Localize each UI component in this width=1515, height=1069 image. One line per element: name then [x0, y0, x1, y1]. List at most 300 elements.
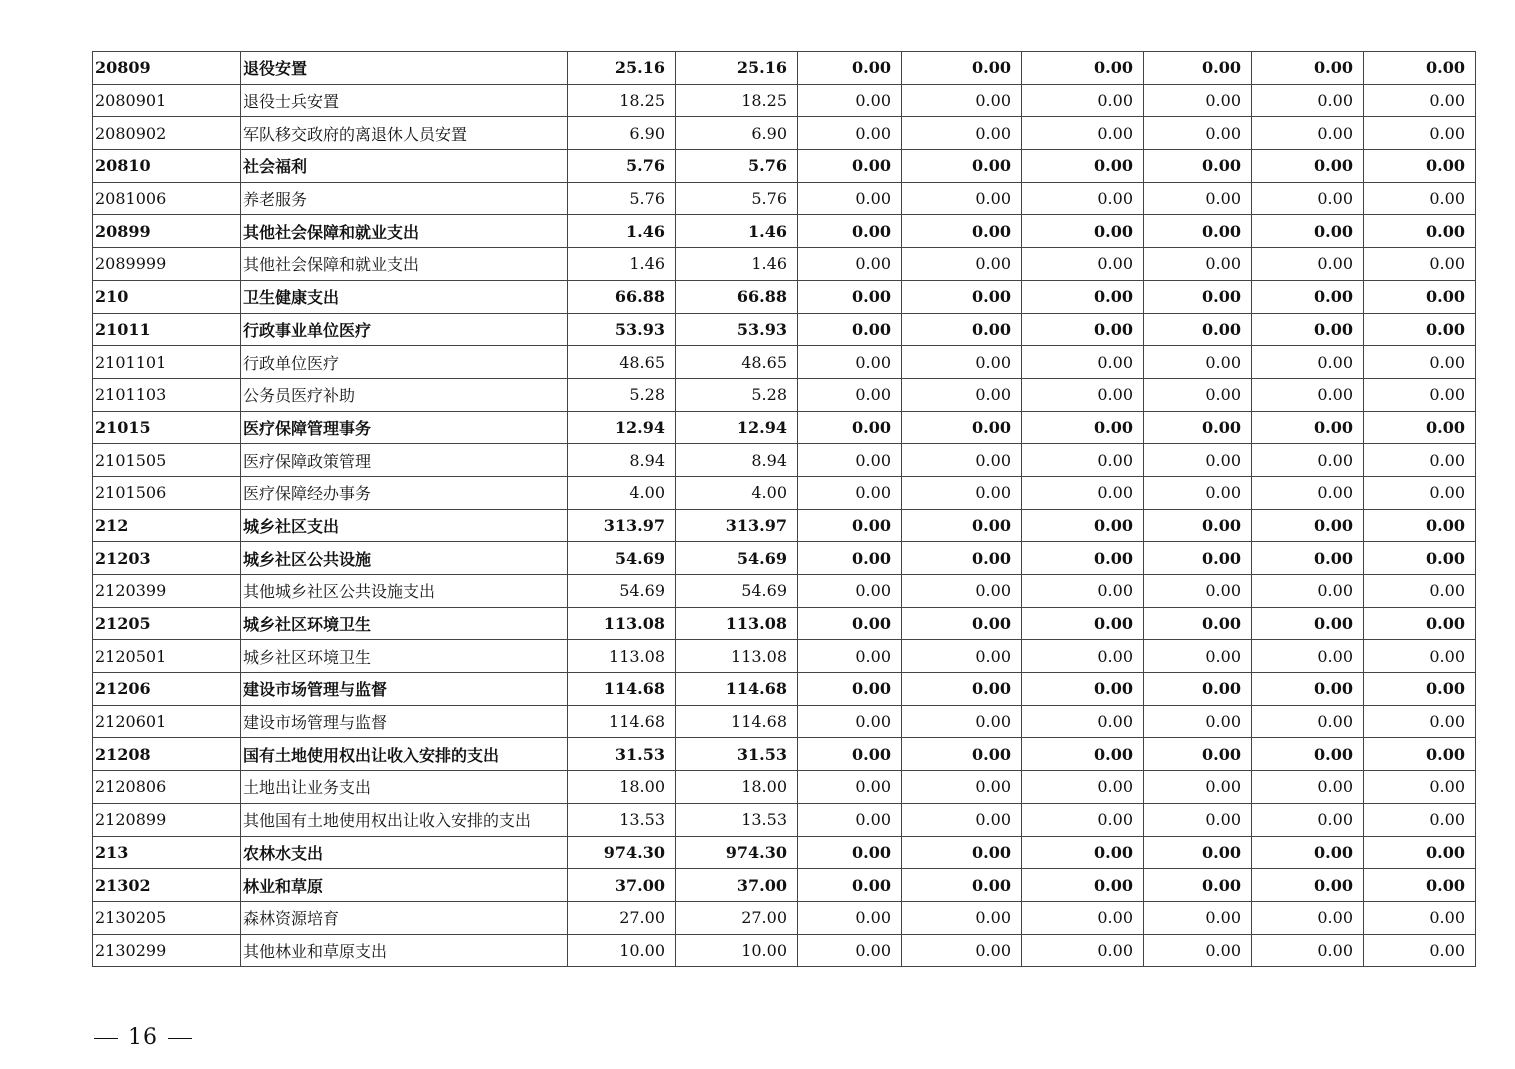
amount-cell: 0.00 [1144, 182, 1252, 215]
subject-name-cell: 其他林业和草原支出 [241, 934, 568, 967]
amount-cell: 0.00 [798, 476, 902, 509]
subject-name-cell: 城乡社区环境卫生 [241, 607, 568, 640]
subject-code-cell: 213 [93, 836, 241, 869]
table-row [93, 803, 1476, 836]
subject-code-cell: 2120601 [93, 705, 241, 738]
subject-name-cell: 城乡社区公共设施 [241, 542, 568, 575]
amount-cell: 0.00 [1252, 575, 1364, 608]
amount-cell: 0.00 [798, 673, 902, 706]
amount-cell: 0.00 [1022, 542, 1144, 575]
amount-cell: 113.08 [676, 607, 798, 640]
amount-cell: 48.65 [676, 346, 798, 379]
amount-cell: 18.25 [676, 84, 798, 117]
table-row [93, 378, 1476, 411]
amount-cell: 0.00 [798, 803, 902, 836]
amount-cell: 0.00 [902, 313, 1022, 346]
amount-cell: 0.00 [1144, 869, 1252, 902]
footer-dash-right [168, 1038, 192, 1039]
page-number: 16 [128, 1025, 158, 1050]
amount-cell: 0.00 [1364, 150, 1476, 183]
amount-cell: 0.00 [1252, 313, 1364, 346]
amount-cell: 6.90 [568, 117, 676, 150]
amount-cell: 0.00 [1144, 771, 1252, 804]
amount-cell: 114.68 [676, 673, 798, 706]
amount-cell: 0.00 [1022, 705, 1144, 738]
amount-cell: 18.00 [676, 771, 798, 804]
amount-cell: 0.00 [1364, 476, 1476, 509]
amount-cell: 0.00 [1252, 117, 1364, 150]
amount-cell: 0.00 [902, 215, 1022, 248]
amount-cell: 66.88 [676, 280, 798, 313]
table-row [93, 444, 1476, 477]
amount-cell: 0.00 [1252, 378, 1364, 411]
amount-cell: 0.00 [798, 117, 902, 150]
amount-cell: 0.00 [1144, 640, 1252, 673]
amount-cell: 0.00 [1144, 575, 1252, 608]
table-row [93, 673, 1476, 706]
amount-cell: 0.00 [1252, 476, 1364, 509]
subject-name-cell: 国有土地使用权出让收入安排的支出 [241, 738, 568, 771]
amount-cell: 0.00 [798, 542, 902, 575]
amount-cell: 0.00 [1144, 150, 1252, 183]
subject-name-cell: 行政事业单位医疗 [241, 313, 568, 346]
amount-cell: 0.00 [902, 182, 1022, 215]
amount-cell: 54.69 [676, 575, 798, 608]
amount-cell: 0.00 [1364, 575, 1476, 608]
amount-cell: 0.00 [1022, 803, 1144, 836]
subject-name-cell: 建设市场管理与监督 [241, 705, 568, 738]
amount-cell: 0.00 [1252, 542, 1364, 575]
subject-code-cell: 21015 [93, 411, 241, 444]
amount-cell: 0.00 [1022, 280, 1144, 313]
amount-cell: 0.00 [1144, 248, 1252, 281]
amount-cell: 0.00 [798, 771, 902, 804]
amount-cell: 0.00 [1252, 738, 1364, 771]
amount-cell: 313.97 [676, 509, 798, 542]
amount-cell: 113.08 [568, 640, 676, 673]
subject-name-cell: 行政单位医疗 [241, 346, 568, 379]
subject-name-cell: 医疗保障管理事务 [241, 411, 568, 444]
table-row [93, 52, 1476, 85]
amount-cell: 0.00 [1144, 215, 1252, 248]
subject-name-cell: 农林水支出 [241, 836, 568, 869]
table-row [93, 313, 1476, 346]
amount-cell: 0.00 [798, 52, 902, 85]
subject-code-cell: 2120806 [93, 771, 241, 804]
amount-cell: 0.00 [1252, 901, 1364, 934]
amount-cell: 0.00 [1022, 248, 1144, 281]
subject-name-cell: 林业和草原 [241, 869, 568, 902]
amount-cell: 0.00 [1144, 934, 1252, 967]
amount-cell: 0.00 [798, 640, 902, 673]
amount-cell: 0.00 [1022, 673, 1144, 706]
amount-cell: 0.00 [1022, 575, 1144, 608]
subject-code-cell: 2120501 [93, 640, 241, 673]
amount-cell: 0.00 [1144, 117, 1252, 150]
amount-cell: 0.00 [902, 901, 1022, 934]
amount-cell: 0.00 [798, 150, 902, 183]
amount-cell: 113.08 [676, 640, 798, 673]
subject-name-cell: 建设市场管理与监督 [241, 673, 568, 706]
amount-cell: 12.94 [568, 411, 676, 444]
amount-cell: 313.97 [568, 509, 676, 542]
amount-cell: 0.00 [798, 248, 902, 281]
amount-cell: 0.00 [902, 934, 1022, 967]
amount-cell: 0.00 [1364, 901, 1476, 934]
subject-code-cell: 20899 [93, 215, 241, 248]
amount-cell: 25.16 [676, 52, 798, 85]
amount-cell: 54.69 [568, 542, 676, 575]
amount-cell: 0.00 [1364, 52, 1476, 85]
amount-cell: 0.00 [798, 84, 902, 117]
table-body [93, 52, 1476, 967]
table-row [93, 934, 1476, 967]
amount-cell: 0.00 [902, 640, 1022, 673]
amount-cell: 0.00 [1144, 52, 1252, 85]
subject-name-cell: 土地出让业务支出 [241, 771, 568, 804]
subject-name-cell: 退役安置 [241, 52, 568, 85]
amount-cell: 0.00 [1022, 934, 1144, 967]
amount-cell: 0.00 [1022, 117, 1144, 150]
subject-code-cell: 210 [93, 280, 241, 313]
amount-cell: 0.00 [1252, 640, 1364, 673]
amount-cell: 0.00 [902, 84, 1022, 117]
amount-cell: 0.00 [798, 346, 902, 379]
amount-cell: 18.25 [568, 84, 676, 117]
amount-cell: 0.00 [1252, 444, 1364, 477]
subject-code-cell: 21011 [93, 313, 241, 346]
amount-cell: 0.00 [1252, 280, 1364, 313]
amount-cell: 5.28 [568, 378, 676, 411]
amount-cell: 0.00 [1252, 215, 1364, 248]
table-row [93, 771, 1476, 804]
amount-cell: 0.00 [1252, 836, 1364, 869]
amount-cell: 0.00 [798, 705, 902, 738]
subject-name-cell: 军队移交政府的离退休人员安置 [241, 117, 568, 150]
subject-code-cell: 2101101 [93, 346, 241, 379]
amount-cell: 1.46 [676, 248, 798, 281]
amount-cell: 53.93 [676, 313, 798, 346]
amount-cell: 6.90 [676, 117, 798, 150]
amount-cell: 0.00 [1022, 313, 1144, 346]
amount-cell: 974.30 [568, 836, 676, 869]
amount-cell: 0.00 [1364, 215, 1476, 248]
amount-cell: 0.00 [1364, 705, 1476, 738]
subject-name-cell: 其他城乡社区公共设施支出 [241, 575, 568, 608]
amount-cell: 25.16 [568, 52, 676, 85]
subject-code-cell: 2120399 [93, 575, 241, 608]
subject-code-cell: 2081006 [93, 182, 241, 215]
subject-name-cell: 医疗保障政策管理 [241, 444, 568, 477]
amount-cell: 0.00 [1144, 411, 1252, 444]
amount-cell: 0.00 [1252, 248, 1364, 281]
amount-cell: 54.69 [568, 575, 676, 608]
amount-cell: 1.46 [676, 215, 798, 248]
amount-cell: 0.00 [902, 346, 1022, 379]
amount-cell: 0.00 [798, 313, 902, 346]
amount-cell: 0.00 [1144, 673, 1252, 706]
amount-cell: 0.00 [902, 738, 1022, 771]
amount-cell: 0.00 [1144, 542, 1252, 575]
subject-code-cell: 2120899 [93, 803, 241, 836]
amount-cell: 0.00 [1364, 803, 1476, 836]
amount-cell: 0.00 [1252, 934, 1364, 967]
amount-cell: 0.00 [902, 52, 1022, 85]
amount-cell: 0.00 [1364, 640, 1476, 673]
amount-cell: 0.00 [798, 509, 902, 542]
amount-cell: 27.00 [568, 901, 676, 934]
subject-code-cell: 20810 [93, 150, 241, 183]
amount-cell: 0.00 [1144, 378, 1252, 411]
amount-cell: 0.00 [798, 444, 902, 477]
amount-cell: 0.00 [1144, 313, 1252, 346]
amount-cell: 0.00 [1364, 280, 1476, 313]
table-row [93, 150, 1476, 183]
amount-cell: 13.53 [568, 803, 676, 836]
amount-cell: 0.00 [902, 803, 1022, 836]
amount-cell: 0.00 [902, 444, 1022, 477]
subject-code-cell: 21203 [93, 542, 241, 575]
amount-cell: 18.00 [568, 771, 676, 804]
amount-cell: 0.00 [1252, 607, 1364, 640]
amount-cell: 0.00 [902, 869, 1022, 902]
amount-cell: 0.00 [1252, 52, 1364, 85]
amount-cell: 0.00 [1252, 150, 1364, 183]
table-row [93, 575, 1476, 608]
amount-cell: 0.00 [1144, 444, 1252, 477]
amount-cell: 0.00 [1022, 738, 1144, 771]
subject-name-cell: 其他社会保障和就业支出 [241, 215, 568, 248]
amount-cell: 0.00 [1022, 869, 1144, 902]
amount-cell: 0.00 [1022, 509, 1144, 542]
amount-cell: 0.00 [902, 771, 1022, 804]
table-row [93, 738, 1476, 771]
subject-code-cell: 212 [93, 509, 241, 542]
amount-cell: 0.00 [1144, 705, 1252, 738]
amount-cell: 0.00 [1364, 771, 1476, 804]
table-row [93, 215, 1476, 248]
amount-cell: 31.53 [568, 738, 676, 771]
table-row [93, 901, 1476, 934]
amount-cell: 0.00 [1252, 771, 1364, 804]
amount-cell: 0.00 [902, 280, 1022, 313]
page-footer [94, 1025, 202, 1050]
table-row [93, 117, 1476, 150]
subject-code-cell: 2101505 [93, 444, 241, 477]
amount-cell: 0.00 [1022, 346, 1144, 379]
amount-cell: 37.00 [568, 869, 676, 902]
amount-cell: 0.00 [1252, 869, 1364, 902]
amount-cell: 114.68 [676, 705, 798, 738]
amount-cell: 0.00 [1144, 738, 1252, 771]
table-row [93, 346, 1476, 379]
amount-cell: 27.00 [676, 901, 798, 934]
amount-cell: 0.00 [1364, 542, 1476, 575]
amount-cell: 0.00 [1364, 411, 1476, 444]
subject-code-cell: 2130205 [93, 901, 241, 934]
amount-cell: 0.00 [1022, 444, 1144, 477]
amount-cell: 0.00 [902, 476, 1022, 509]
amount-cell: 0.00 [1364, 248, 1476, 281]
subject-name-cell: 卫生健康支出 [241, 280, 568, 313]
amount-cell: 8.94 [676, 444, 798, 477]
footer-dash-left [94, 1038, 118, 1039]
table-row [93, 476, 1476, 509]
subject-name-cell: 其他社会保障和就业支出 [241, 248, 568, 281]
amount-cell: 0.00 [1022, 411, 1144, 444]
amount-cell: 0.00 [1144, 607, 1252, 640]
amount-cell: 0.00 [1022, 215, 1144, 248]
subject-code-cell: 2101103 [93, 378, 241, 411]
table-row [93, 542, 1476, 575]
amount-cell: 0.00 [1144, 346, 1252, 379]
amount-cell: 0.00 [1364, 117, 1476, 150]
amount-cell: 0.00 [1022, 182, 1144, 215]
amount-cell: 1.46 [568, 248, 676, 281]
subject-name-cell: 退役士兵安置 [241, 84, 568, 117]
subject-name-cell: 城乡社区环境卫生 [241, 640, 568, 673]
amount-cell: 0.00 [1364, 607, 1476, 640]
amount-cell: 54.69 [676, 542, 798, 575]
amount-cell: 4.00 [568, 476, 676, 509]
amount-cell: 0.00 [798, 215, 902, 248]
amount-cell: 0.00 [1022, 84, 1144, 117]
amount-cell: 66.88 [568, 280, 676, 313]
amount-cell: 0.00 [798, 411, 902, 444]
amount-cell: 0.00 [1364, 869, 1476, 902]
amount-cell: 0.00 [902, 248, 1022, 281]
amount-cell: 0.00 [1252, 673, 1364, 706]
amount-cell: 0.00 [798, 901, 902, 934]
table-row [93, 836, 1476, 869]
amount-cell: 5.76 [568, 150, 676, 183]
amount-cell: 48.65 [568, 346, 676, 379]
amount-cell: 0.00 [1252, 346, 1364, 379]
amount-cell: 0.00 [1364, 182, 1476, 215]
amount-cell: 0.00 [1022, 607, 1144, 640]
table-row [93, 509, 1476, 542]
amount-cell: 10.00 [676, 934, 798, 967]
subject-name-cell: 医疗保障经办事务 [241, 476, 568, 509]
subject-name-cell: 城乡社区支出 [241, 509, 568, 542]
amount-cell: 0.00 [1022, 836, 1144, 869]
amount-cell: 113.08 [568, 607, 676, 640]
amount-cell: 0.00 [798, 836, 902, 869]
amount-cell: 0.00 [1022, 901, 1144, 934]
subject-code-cell: 21206 [93, 673, 241, 706]
amount-cell: 5.28 [676, 378, 798, 411]
amount-cell: 8.94 [568, 444, 676, 477]
amount-cell: 0.00 [902, 705, 1022, 738]
amount-cell: 0.00 [1252, 84, 1364, 117]
subject-code-cell: 2080901 [93, 84, 241, 117]
subject-name-cell: 养老服务 [241, 182, 568, 215]
amount-cell: 0.00 [1252, 803, 1364, 836]
amount-cell: 0.00 [1022, 52, 1144, 85]
amount-cell: 0.00 [902, 117, 1022, 150]
amount-cell: 37.00 [676, 869, 798, 902]
amount-cell: 0.00 [902, 542, 1022, 575]
table-row [93, 280, 1476, 313]
table-row [93, 411, 1476, 444]
amount-cell: 114.68 [568, 705, 676, 738]
amount-cell: 5.76 [676, 182, 798, 215]
amount-cell: 0.00 [798, 869, 902, 902]
table-row [93, 640, 1476, 673]
amount-cell: 0.00 [1022, 640, 1144, 673]
amount-cell: 114.68 [568, 673, 676, 706]
subject-code-cell: 2089999 [93, 248, 241, 281]
subject-code-cell: 2130299 [93, 934, 241, 967]
budget-table [92, 51, 1476, 967]
amount-cell: 0.00 [798, 280, 902, 313]
amount-cell: 0.00 [798, 182, 902, 215]
amount-cell: 0.00 [1252, 411, 1364, 444]
amount-cell: 0.00 [1022, 476, 1144, 509]
table-row [93, 84, 1476, 117]
amount-cell: 974.30 [676, 836, 798, 869]
amount-cell: 0.00 [798, 934, 902, 967]
subject-code-cell: 20809 [93, 52, 241, 85]
amount-cell: 0.00 [1252, 705, 1364, 738]
table-row [93, 248, 1476, 281]
amount-cell: 0.00 [902, 575, 1022, 608]
amount-cell: 0.00 [1364, 673, 1476, 706]
amount-cell: 0.00 [902, 411, 1022, 444]
amount-cell: 0.00 [1252, 509, 1364, 542]
amount-cell: 0.00 [1144, 803, 1252, 836]
table-row [93, 869, 1476, 902]
amount-cell: 0.00 [1022, 150, 1144, 183]
amount-cell: 0.00 [798, 738, 902, 771]
amount-cell: 0.00 [902, 509, 1022, 542]
amount-cell: 0.00 [1364, 444, 1476, 477]
amount-cell: 0.00 [1364, 313, 1476, 346]
amount-cell: 0.00 [902, 673, 1022, 706]
amount-cell: 0.00 [1144, 901, 1252, 934]
table-row [93, 182, 1476, 215]
amount-cell: 0.00 [902, 378, 1022, 411]
amount-cell: 10.00 [568, 934, 676, 967]
amount-cell: 5.76 [568, 182, 676, 215]
amount-cell: 0.00 [1364, 836, 1476, 869]
amount-cell: 0.00 [1144, 280, 1252, 313]
amount-cell: 0.00 [1022, 771, 1144, 804]
amount-cell: 0.00 [798, 378, 902, 411]
amount-cell: 5.76 [676, 150, 798, 183]
subject-code-cell: 2080902 [93, 117, 241, 150]
amount-cell: 0.00 [1144, 84, 1252, 117]
subject-code-cell: 2101506 [93, 476, 241, 509]
amount-cell: 0.00 [902, 150, 1022, 183]
amount-cell: 0.00 [1364, 934, 1476, 967]
amount-cell: 4.00 [676, 476, 798, 509]
subject-code-cell: 21208 [93, 738, 241, 771]
amount-cell: 0.00 [1022, 378, 1144, 411]
amount-cell: 12.94 [676, 411, 798, 444]
table-row [93, 607, 1476, 640]
amount-cell: 1.46 [568, 215, 676, 248]
subject-code-cell: 21302 [93, 869, 241, 902]
subject-name-cell: 社会福利 [241, 150, 568, 183]
amount-cell: 13.53 [676, 803, 798, 836]
table-row [93, 705, 1476, 738]
amount-cell: 0.00 [1364, 509, 1476, 542]
subject-name-cell: 森林资源培育 [241, 901, 568, 934]
amount-cell: 0.00 [1144, 509, 1252, 542]
amount-cell: 0.00 [902, 607, 1022, 640]
amount-cell: 0.00 [1364, 84, 1476, 117]
